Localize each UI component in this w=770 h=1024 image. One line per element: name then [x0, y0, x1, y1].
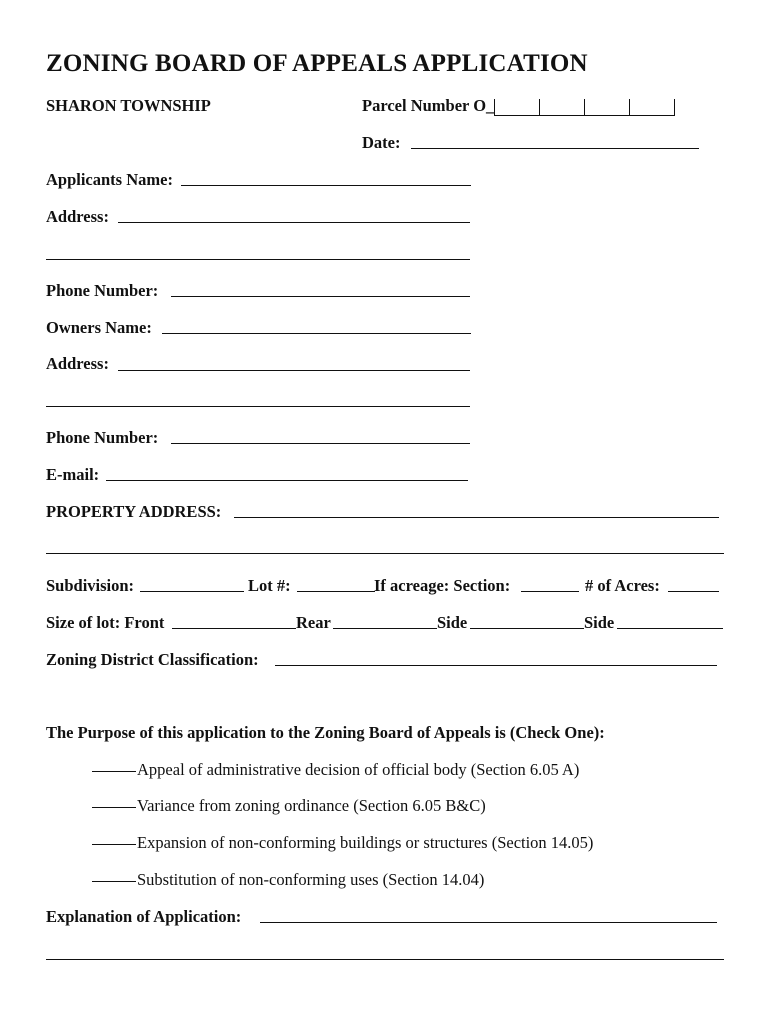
- applicant-address-label: Address:: [46, 207, 109, 226]
- option-substitution-checkbox[interactable]: [92, 881, 136, 882]
- property-address-line-2[interactable]: [46, 553, 724, 554]
- form-title: ZONING BOARD OF APPEALS APPLICATION: [46, 50, 588, 77]
- owner-name-field[interactable]: [162, 333, 471, 334]
- applicant-address-line-2[interactable]: [46, 259, 470, 260]
- owner-name-label: Owners Name:: [46, 318, 152, 337]
- size-side-1-label: Side: [437, 613, 468, 632]
- option-appeal-checkbox[interactable]: [92, 771, 136, 772]
- owner-address-field[interactable]: [118, 370, 470, 371]
- applicant-phone-field[interactable]: [171, 296, 470, 297]
- zoning-district-field[interactable]: [275, 665, 717, 666]
- date-field[interactable]: [411, 148, 699, 149]
- option-appeal-label: Appeal of administrative decision of official body (Section 6.05 A): [137, 760, 580, 779]
- size-side-2-label: Side: [584, 613, 615, 632]
- lot-field[interactable]: [297, 591, 375, 592]
- owner-phone-label: Phone Number:: [46, 428, 159, 447]
- parcel-number-label: Parcel Number O_: [362, 96, 495, 115]
- date-label: Date:: [362, 133, 401, 152]
- owner-address-label: Address:: [46, 354, 109, 373]
- explanation-line-2[interactable]: [46, 959, 724, 960]
- owner-phone-field[interactable]: [171, 443, 470, 444]
- subdivision-label: Subdivision:: [46, 576, 135, 595]
- acres-field[interactable]: [668, 591, 719, 592]
- parcel-number-field[interactable]: [362, 96, 675, 116]
- acres-label: # of Acres:: [585, 576, 660, 595]
- purpose-heading: The Purpose of this application to the Zoning Board of Appeals is (Check One):: [46, 723, 605, 742]
- option-expansion-label: Expansion of non-conforming buildings or structures (Section 14.05): [137, 833, 594, 852]
- size-front-field[interactable]: [172, 628, 296, 629]
- size-rear-label: Rear: [296, 613, 331, 632]
- parcel-segment-3[interactable]: [585, 99, 630, 116]
- property-address-field[interactable]: [234, 517, 719, 518]
- township-label: SHARON TOWNSHIP: [46, 96, 211, 115]
- option-appeal[interactable]: [92, 760, 579, 780]
- acreage-section-field[interactable]: [521, 591, 579, 592]
- property-address-label: PROPERTY ADDRESS:: [46, 502, 222, 521]
- subdivision-field[interactable]: [140, 591, 244, 592]
- size-front-label: Size of lot: Front: [46, 613, 165, 632]
- parcel-segment-4[interactable]: [630, 99, 675, 116]
- option-expansion-checkbox[interactable]: [92, 844, 136, 845]
- option-variance[interactable]: [92, 796, 486, 816]
- zoning-district-label: Zoning District Classification:: [46, 650, 259, 669]
- parcel-segment-2[interactable]: [540, 99, 585, 116]
- option-substitution-label: Substitution of non-conforming uses (Section 14.04): [137, 870, 485, 889]
- acreage-section-label: If acreage: Section:: [374, 576, 511, 595]
- option-expansion[interactable]: [92, 833, 593, 853]
- option-variance-checkbox[interactable]: [92, 807, 136, 808]
- email-field[interactable]: [106, 480, 468, 481]
- applicant-address-field[interactable]: [118, 222, 470, 223]
- size-rear-field[interactable]: [333, 628, 437, 629]
- explanation-label: Explanation of Application:: [46, 907, 242, 926]
- email-label: E-mail:: [46, 465, 100, 484]
- lot-label: Lot #:: [248, 576, 291, 595]
- option-substitution[interactable]: [92, 870, 484, 890]
- applicant-name-field[interactable]: [181, 185, 471, 186]
- size-side-1-field[interactable]: [470, 628, 584, 629]
- owner-address-line-2[interactable]: [46, 406, 470, 407]
- applicant-phone-label: Phone Number:: [46, 281, 159, 300]
- size-side-2-field[interactable]: [617, 628, 723, 629]
- option-variance-label: Variance from zoning ordinance (Section 6.05 B&C): [137, 796, 486, 815]
- applicant-name-label: Applicants Name:: [46, 170, 173, 189]
- explanation-field[interactable]: [260, 922, 717, 923]
- parcel-segment-1[interactable]: [494, 99, 540, 116]
